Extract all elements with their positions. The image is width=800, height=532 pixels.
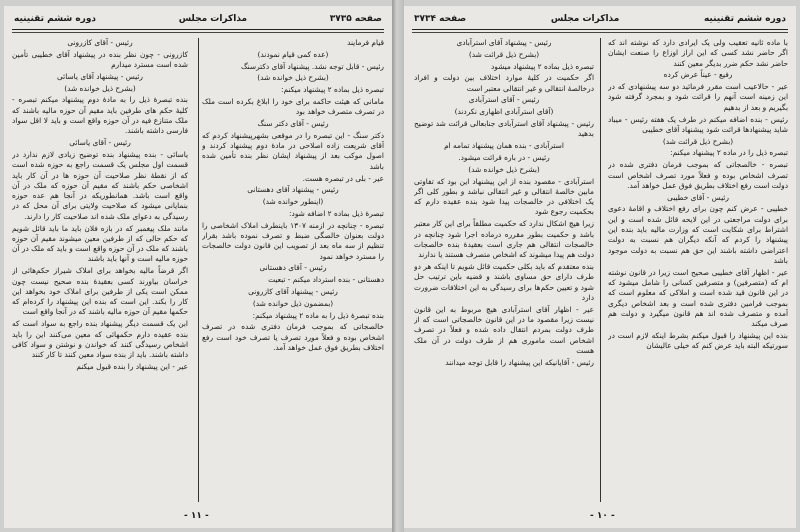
right-page-left-column	[414, 38, 594, 502]
right-page	[404, 6, 796, 528]
paragraph: (بشرح ذیل قرائت شد)	[468, 49, 540, 59]
right-page-header	[414, 12, 786, 26]
paragraph: رئیس - آقای کازرونی	[67, 38, 133, 47]
paragraph: (بشرح ذیل خوانده شد)	[257, 73, 329, 83]
paragraph: تبصره - خالصجاتی که بموجب فرمان دفتری شده در تصرف اشخاص بوده و فعلاً مورد تصرف اشخاص است دولت است رفع اختلاف بطریق فوق عمل خواهد آمد.	[608, 160, 788, 190]
paragraph: رئیس - آقای یاسائی	[69, 138, 131, 148]
paragraph: استرآبادی - بنده همان پیشنهاد تمامه ام	[444, 141, 564, 151]
paragraph: قیام فرمایند	[347, 38, 384, 47]
left-page-left-column	[12, 38, 188, 502]
paragraph: یاسائی - بنده پیشنهاد بنده توضیح زیادی لازم ندارد در قسمت اول مجلس یک قسمت راجع به حوزه شده است که از نقطهٔ نظر صلاحیت آن حوزه ها در آن کار باید اشخاصی حکم باشند که مقیم آن حوزه که ملک در آن واقع است باشد. همانطوریکه در آنجا هم عده حوزه بنمایانی میشود که صلاحیت ولایتی برای آن محل که در رسیدگی به دعوای ملک شده اند صلاحیت کار را دارند.	[12, 149, 188, 221]
paragraph: بنده معتقدم که باید بکلی حکمیت قائل شویم تا اینکه هر دو طرف دارای حق مساوی باشند و قضیه باین ترتیب حل شود و تعیین حکم‌ها برای رسیدگی به این اختلافات ضرورت دارد	[414, 261, 594, 302]
paragraph: خالصجاتی که بموجب فرمان دفتری شده در تصرف اشخاص بوده و فعلاً مورد تصرف یا تصرف خود است رفع اختلاف بطریق فوق عمل خواهد آمد.	[202, 322, 384, 353]
paragraph: (آقای استرآبادی اظهاری نکردند)	[454, 107, 554, 117]
left-page-header	[14, 12, 382, 26]
paragraph: مانند ملک پیغمبر که در بازه فلان باید ما باید قائل شویم که حکم حالی که از طرفین معین میشوند مقیم آن حوزه باشند که ملک در آن حوزه واقع است و باید که ملک در آن حوزه مالیه است و آنها باید باشند	[12, 223, 188, 264]
paragraph: تبصره ذیل بماده ۲ پیشنهاد میکنم:	[280, 85, 384, 95]
paragraph: تبصره ذیل بماده ۲ پیشنهاد میشود	[490, 61, 594, 71]
paragraph: دکتر سنگ - این تبصره را در موقعی بشهرپیشنهاد کردم که آقای شریعت زاده اصلاحی در مادهٔ دوم پیشنهاد کردند و اصول موکب بعد از پیشنهاد ایشان نظر بنده تأمین شده باشد	[202, 130, 384, 171]
paragraph: زیرا هیچ اشکال ندارد که حکمیت مطلقاً برای این کار معتبر باشد و حکمیت بطور مقرره درماده اجرا شود چنانچه در خالصجات انتقالی هم جاری است بعقیدهٔ بنده خالصجات دولت هم پیدا میشوند که اشخاص متصرف هستند یا ندارند	[414, 219, 594, 260]
paragraph: استرآبادی - مقصود بنده از این پیشنهاد این بود که تفاوتی مابین خالصهٔ انتقالی و غیر انتقالی نباشد و بطور کلی اگر یک اختلافی در خالصجات پیدا شود بنده عقیده دارم که بحکمیت رجوع شود	[414, 176, 594, 217]
paragraph: تبصره ذیل را در ماده ۲ پیشنهاد میکنم:	[670, 148, 788, 158]
column-divider	[198, 38, 199, 502]
paragraph: (بشرح ذیل خوانده شد)	[468, 164, 540, 174]
paragraph: اگر قرضاً مالیه بخواهد برای املاک شیراز حکم‌هائی از خراسان بیاورند کسی بعقیدهٔ بنده صحیح نیست چون ممکن است یکی از طرفین برای املاک خود بخواهد این کار را بکند. این است که بنده این پیشنهاد را کرده‌ام که حکمها مقیم آن حوزه مالیه باشند که در آنجا واقع است	[12, 266, 188, 317]
paragraph: رئیس - آقای دکتر سنگ	[257, 119, 329, 129]
left-page-right-column	[202, 38, 384, 502]
paragraph: تبصرهٔ ذیل بماده ۲ اضافه شود:	[289, 208, 384, 218]
paragraph: مامانی که هیئت حاکمه برای خود را ابلاغ بکرده است ملک در تصرف متصرف خواهد بود	[202, 96, 384, 117]
paragraph: با ماده ثانیه تعقیب ولی یک ایرادی دارد که نوشته اند که اگر حاضر نشد کسی که این اراز اوزاع را صنعت ایشان حاضر نشد حکم ضرر بدیگر معین کنند	[608, 38, 788, 68]
left-page	[4, 6, 392, 528]
paragraph: دهستانی - بنده استرداد میکنم - تبعیت	[268, 275, 384, 285]
right-page-label: صفحه ۳۷۳۴	[414, 14, 467, 24]
page-number: - ۱۰ -	[590, 511, 615, 521]
left-page-label: صفحه ۳۷۳۵	[329, 14, 382, 24]
paragraph: رئیس - پیشنهاد آقای دهستانی	[247, 185, 339, 195]
header-rule-thin	[12, 32, 384, 33]
header-rule-thin	[412, 32, 788, 33]
paragraph: عیر - این پیشنهاد را بنده قبول میکنم	[76, 361, 188, 371]
paragraph: تبصره - چنانچه در ازمنه ۱۳۰۷ باینطرف املاک اشخاصی را دولت بعنوان خالصگی ضبط و تصرف نموده باشد بقرار تنظیم از سه ماه بعد از تصویب این قانون دولت خالصجات را مسترد خواهد نمود	[202, 220, 384, 261]
paragraph: رئیس - پیشنهاد آقای استرآبادی	[456, 38, 552, 47]
right-page-title: مذاکرات مجلس	[550, 14, 620, 24]
paragraph: (عده کمی قیام نمودند)	[257, 49, 329, 59]
left-page-title: مذاکرات مجلس	[178, 14, 248, 24]
paragraph: عیر - بلی در تبصره هست.	[302, 173, 384, 183]
column-divider	[600, 38, 601, 502]
paragraph: بنده تبصرهٔ ذیل را به ماده ۲ پیشنهاد میکنم:	[252, 310, 384, 320]
paragraph: رئیس - پیشنهاد آقای یاسائی	[57, 71, 143, 81]
page-number: - ۱۱ -	[184, 511, 209, 521]
paragraph: کازرونی - چون نظر بنده در پیشنهاد آقای خطیبی تأمین شده است مسترد میدارم	[12, 49, 188, 70]
paragraph: (بشرح ذیل خوانده شد)	[64, 83, 136, 93]
paragraph: رئیس - پیشنهاد آقای استرآبادی جنابعالی قرائت شد توضیح بدهید	[414, 119, 594, 139]
right-page-session: دوره ششم تقنینیه	[703, 14, 786, 24]
paragraph: رئیس - آقای استرآبادی	[468, 95, 540, 105]
paragraph: رئیس - آقایانیکه این پیشنهاد را قابل توجه میدانند	[445, 357, 594, 367]
paragraph: رئیس - بنده اضافه میکنم در طرف یک هفته رئیس - میباد شاید پیشنهادها قرائت شود پیشنهاد آقای خطیبی	[608, 114, 788, 134]
book-gutter	[392, 0, 404, 532]
paragraph: ابن یک قسمت دیگر پیشنهاد بنده راجع به سواد است که بنده عقیده دارم حکمهائی که معین می‌کنند این را باید اشخاص رسیدگی کنند که خواندن و نوشتن و سواد کافی داشته باشند. باید از بنده سواد معین کنند تا کار کنند	[12, 319, 188, 360]
paragraph: عیر - اظهار آقای استرآبادی هیچ مربوط به این قانون نیست زیرا مقصود ما در این قانون خالصجاتی است که از طرف دولت بمردم انتقال داده شده و فعلاً در تصرف اشخاص است ماموری هم از طرف دولت در آن ملک هست	[414, 304, 594, 355]
paragraph: بنده تبصرهٔ ذیل را به مادهٔ دوم پیشنهاد میکنم تبصره - کلیهٔ حکم های طرفین باید مقیم آن حوزه مالیه باشند که ملک متنازع فیه در آن حوزه واقع است و باید لا اقل سواد فارسی داشته باشند.	[12, 95, 188, 136]
paragraph: (بشرح ذیل قرائت شد)	[662, 136, 734, 146]
left-page-session: دوره ششم تقنینیه	[14, 14, 97, 24]
paragraph: بنده این پیشنهاد را قبول میکنم بشرط اینکه لازم است در سورتیکه البته باید عرض کنم که خیلی عالیشان	[608, 331, 788, 351]
paragraph: رفیع - عیناً عرض کرده	[663, 70, 733, 80]
paragraph: رئیس - قابل توجه نشد. پیشنهاد آقای دکترسنگ	[241, 61, 384, 71]
header-rule	[412, 29, 788, 30]
paragraph: اگر حکمیت در کلیهٔ موارد اختلاف بین دولت و افراد درخالصهٔ انتقالی و غیر انتقالی معتبر است	[414, 73, 594, 93]
right-page-right-column	[608, 38, 788, 502]
paragraph: رئیس - در باره قرائت میشود.	[458, 152, 550, 162]
header-rule	[12, 29, 384, 30]
paragraph: (اینطور خوانده شد)	[262, 197, 324, 207]
paragraph: رئیس - آقای دهستانی	[259, 263, 327, 273]
paragraph: رئیس - پیشنهاد آقای کازرونی	[248, 287, 338, 297]
paragraph: عیر - اظهار آقای خطیبی صحیح است زیرا در قانون نوشته ام که (متصرفین) و متصرفین کسانی را شامل میشود که در این قانون قید شده است و املاکی که معلوم است که بموجب فرامین دفتری شده است و بعد اشخاص دیگری آمده و متصرف شده اند هم قانون میگیرد و دولت هم صرف میکند	[608, 267, 788, 329]
paragraph: خطیبی - عرض کنم چون برای رفع اختلاف و اقامهٔ دعوی برای دولت مراجعتی در این لایحه قائل شده است و این اشتراط برای شکایت است که وزارت مالیه باید بنده این پیشنهاد را کردم که آنکه دیگران هم نسبت به دولت اعتراضی داشته باشند این حق هم نسبت به دولت موجود باشد	[608, 204, 788, 265]
paragraph: رئیس - آقای خطیبی	[667, 192, 729, 202]
paragraph: (بمضمون ذیل خوانده شد)	[252, 298, 334, 308]
paragraph: عیر - حالاعیب است مقرر فرمائید دو سه پیشنهادی که در این زمینه است آنهم را قرائت شود و بمجرد گرفته شود بگیریم و بعد از بدهیم	[608, 82, 788, 112]
